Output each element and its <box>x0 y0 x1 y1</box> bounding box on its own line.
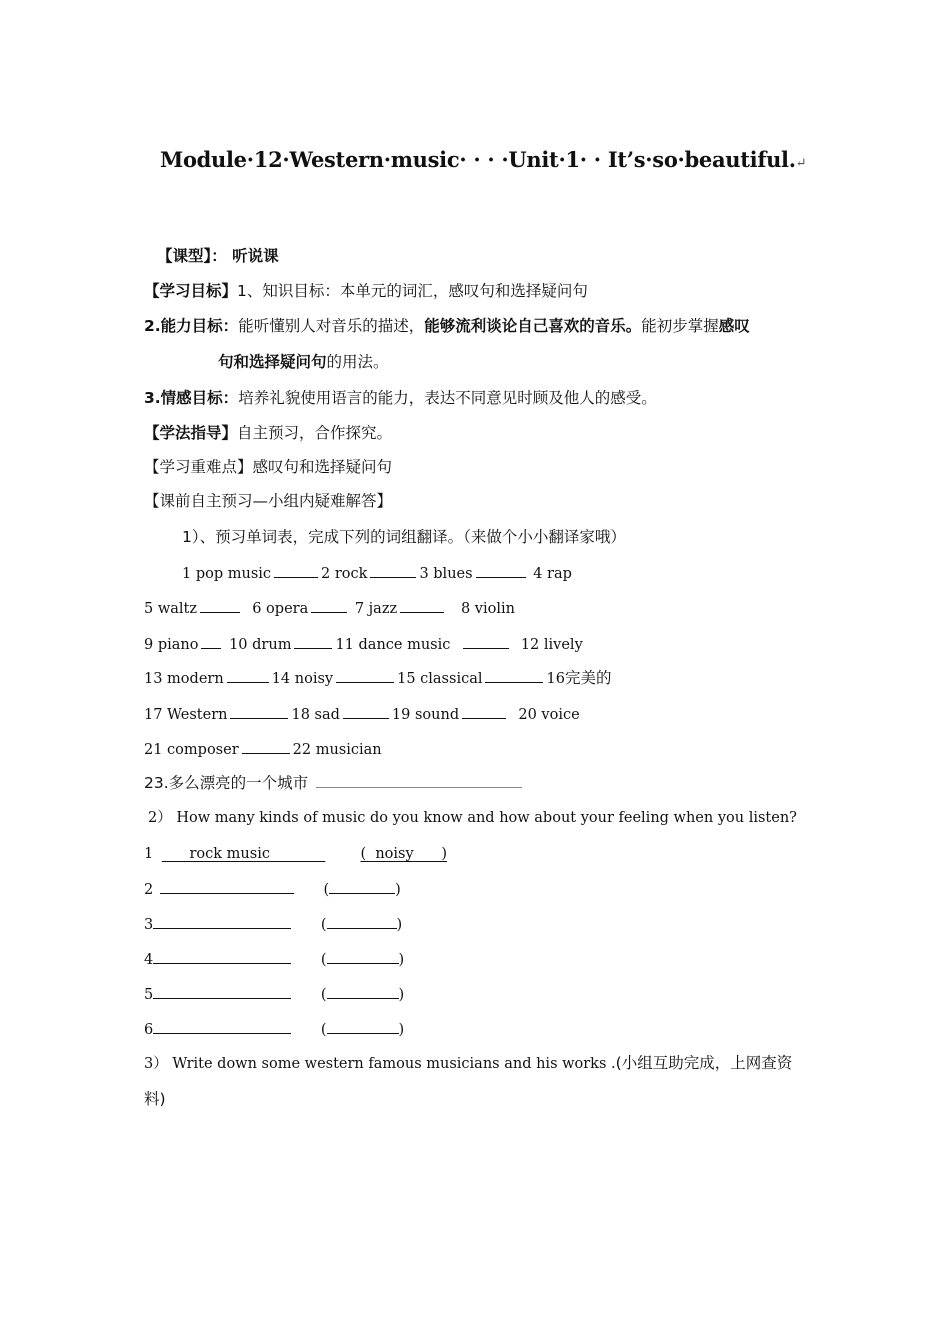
music-kind-blank[interactable] <box>153 949 291 964</box>
goal2-line2-rest: 的用法。 <box>326 353 389 371</box>
music-kind-blank[interactable] <box>153 1019 291 1034</box>
vocab-word: 9 piano <box>144 637 199 653</box>
feeling-paren: ( ) <box>321 952 404 968</box>
answer-blank[interactable] <box>400 598 444 613</box>
goal3-text: 培养礼貌使用语言的能力，表达不同意见时顾及他人的感受。 <box>238 389 657 407</box>
section1-instruction: 1）、预习单词表，完成下列的词组翻译。（来做个小小翻译家哦） <box>182 528 626 546</box>
row-number: 6 <box>144 1022 154 1038</box>
answer-blank[interactable] <box>311 598 347 613</box>
feeling-paren: ( ) <box>321 987 404 1003</box>
vocab-row-2 <box>144 598 515 619</box>
row-number: 5 <box>144 987 154 1003</box>
section2-question: 2） How many kinds of music do you know and how about your feeling when you listen? <box>148 810 797 826</box>
answer-blank[interactable] <box>201 634 221 649</box>
vocab-word: 12 lively <box>520 637 583 653</box>
row-number: 4 <box>144 952 154 968</box>
example-feeling: ( noisy ) <box>360 846 447 862</box>
vocab-word: 3 blues <box>419 566 473 582</box>
answer-blank[interactable] <box>242 739 290 754</box>
goal2-text-d: 感叹 <box>718 317 750 335</box>
example-answer-text: rock music <box>189 846 270 862</box>
item-23 <box>144 773 525 793</box>
row-number: 2 <box>144 882 154 898</box>
feeling-paren: ( ) <box>323 882 400 898</box>
answer-blank[interactable] <box>370 563 416 578</box>
goal2-text-b: 能够流利谈论自己喜欢的音乐。 <box>424 317 642 335</box>
vocab-word: 14 noisy <box>271 671 334 687</box>
course-type: 【课型】： 听说课 <box>157 247 279 265</box>
example-feeling-text: noisy <box>375 846 414 862</box>
preview-heading: 【课前自主预习—小组内疑难解答】 <box>144 492 393 510</box>
title-text: Module·12·Western·music· · · ·Unit·1· · It’s·so·beautiful. <box>160 147 796 172</box>
answer-blank[interactable] <box>200 598 240 613</box>
feeling-blank[interactable] <box>327 914 397 929</box>
goal3-label: 3.情感目标： <box>144 389 239 407</box>
feeling-paren: ( ) <box>321 1022 404 1038</box>
vocab-word: 11 dance music <box>335 637 451 653</box>
vocab-word: 17 Western <box>144 707 228 723</box>
vocab-word: 7 jazz <box>354 601 398 617</box>
feeling-paren: ( ) <box>321 917 402 933</box>
section3-question-text: 3） Write down some western famous musicians and his works . <box>144 1056 616 1072</box>
goal2-line2-bold: 句和选择疑问句 <box>218 353 327 371</box>
vocab-row-4 <box>144 668 611 689</box>
music-row <box>144 879 401 900</box>
vocab-word: 10 drum <box>229 637 292 653</box>
vocab-word: 21 composer <box>144 742 239 758</box>
answer-blank[interactable] <box>230 704 288 719</box>
vocab-word: 1 pop music <box>182 566 272 582</box>
answer-blank[interactable] <box>294 634 332 649</box>
vocab-word: 5 waltz <box>144 601 197 617</box>
answer-blank[interactable] <box>476 563 526 578</box>
vocab-word: 19 sound <box>391 707 460 723</box>
answer-blank[interactable] <box>336 668 394 683</box>
goal2-line2 <box>218 352 389 372</box>
answer-blank[interactable] <box>462 704 506 719</box>
goals-line <box>144 281 588 301</box>
music-row <box>144 949 404 970</box>
vocab-word-cn: 完美的 <box>564 669 612 687</box>
vocab-word: 15 classical <box>397 671 483 687</box>
method-label: 【学法指导】 <box>144 424 238 442</box>
section3-note-line2: 料) <box>144 1090 166 1108</box>
answer-blank[interactable] <box>316 773 522 788</box>
answer-blank[interactable] <box>343 704 389 719</box>
row-number: 3 <box>144 917 154 933</box>
item23-text: 23.多么漂亮的一个城市 <box>144 774 309 792</box>
vocab-row-1 <box>182 563 572 584</box>
feeling-blank[interactable] <box>329 879 395 894</box>
feeling-blank[interactable] <box>327 984 399 999</box>
answer-blank[interactable] <box>227 668 269 683</box>
vocab-row-6 <box>144 739 382 760</box>
vocab-word: 4 rap <box>533 566 572 582</box>
goal2-line <box>144 316 750 336</box>
answer-blank[interactable] <box>274 563 318 578</box>
music-kind-blank[interactable] <box>153 984 291 999</box>
vocab-word: 2 rock <box>321 566 368 582</box>
music-row <box>144 914 402 935</box>
section3-note: (小组互助完成，上网查资 <box>615 1054 793 1072</box>
music-kind-blank[interactable] <box>160 879 294 894</box>
goal2-text-a: 能听懂别人对音乐的描述， <box>238 317 425 335</box>
music-row <box>144 984 404 1005</box>
music-row <box>144 1019 404 1040</box>
document-title <box>160 147 806 172</box>
method-line <box>144 423 392 443</box>
vocab-word: 13 modern <box>144 671 224 687</box>
vocab-word: 16 <box>546 671 565 687</box>
vocab-word: 20 voice <box>518 707 580 723</box>
goal2-text-c: 能初步掌握 <box>641 317 719 335</box>
vocab-word: 8 violin <box>460 601 515 617</box>
section3-question <box>144 1053 792 1074</box>
goal3-line <box>144 388 657 408</box>
answer-blank[interactable] <box>485 668 543 683</box>
vocab-word: 22 musician <box>292 742 382 758</box>
vocab-row-3 <box>144 634 583 655</box>
example-answer <box>162 844 334 864</box>
answer-blank[interactable] <box>463 634 509 649</box>
key-points: 【学习重难点】感叹句和选择疑问句 <box>144 458 393 476</box>
method-text: 自主预习，合作探究。 <box>237 424 393 442</box>
vocab-word: 6 opera <box>252 601 309 617</box>
vocab-row-5 <box>144 704 580 725</box>
feeling-blank[interactable] <box>327 1019 399 1034</box>
row-number: 1 <box>144 846 154 862</box>
music-kind-blank[interactable] <box>153 914 291 929</box>
vocab-word: 18 sad <box>291 707 340 723</box>
paragraph-mark: ↵ <box>795 156 807 171</box>
goal1-text: 1、知识目标：本单元的词汇，感叹句和选择疑问句 <box>237 282 588 300</box>
music-row-example <box>144 844 447 864</box>
goals-label: 【学习目标】 <box>144 282 238 300</box>
goal2-label: 2.能力目标： <box>144 317 239 335</box>
feeling-blank[interactable] <box>327 949 399 964</box>
